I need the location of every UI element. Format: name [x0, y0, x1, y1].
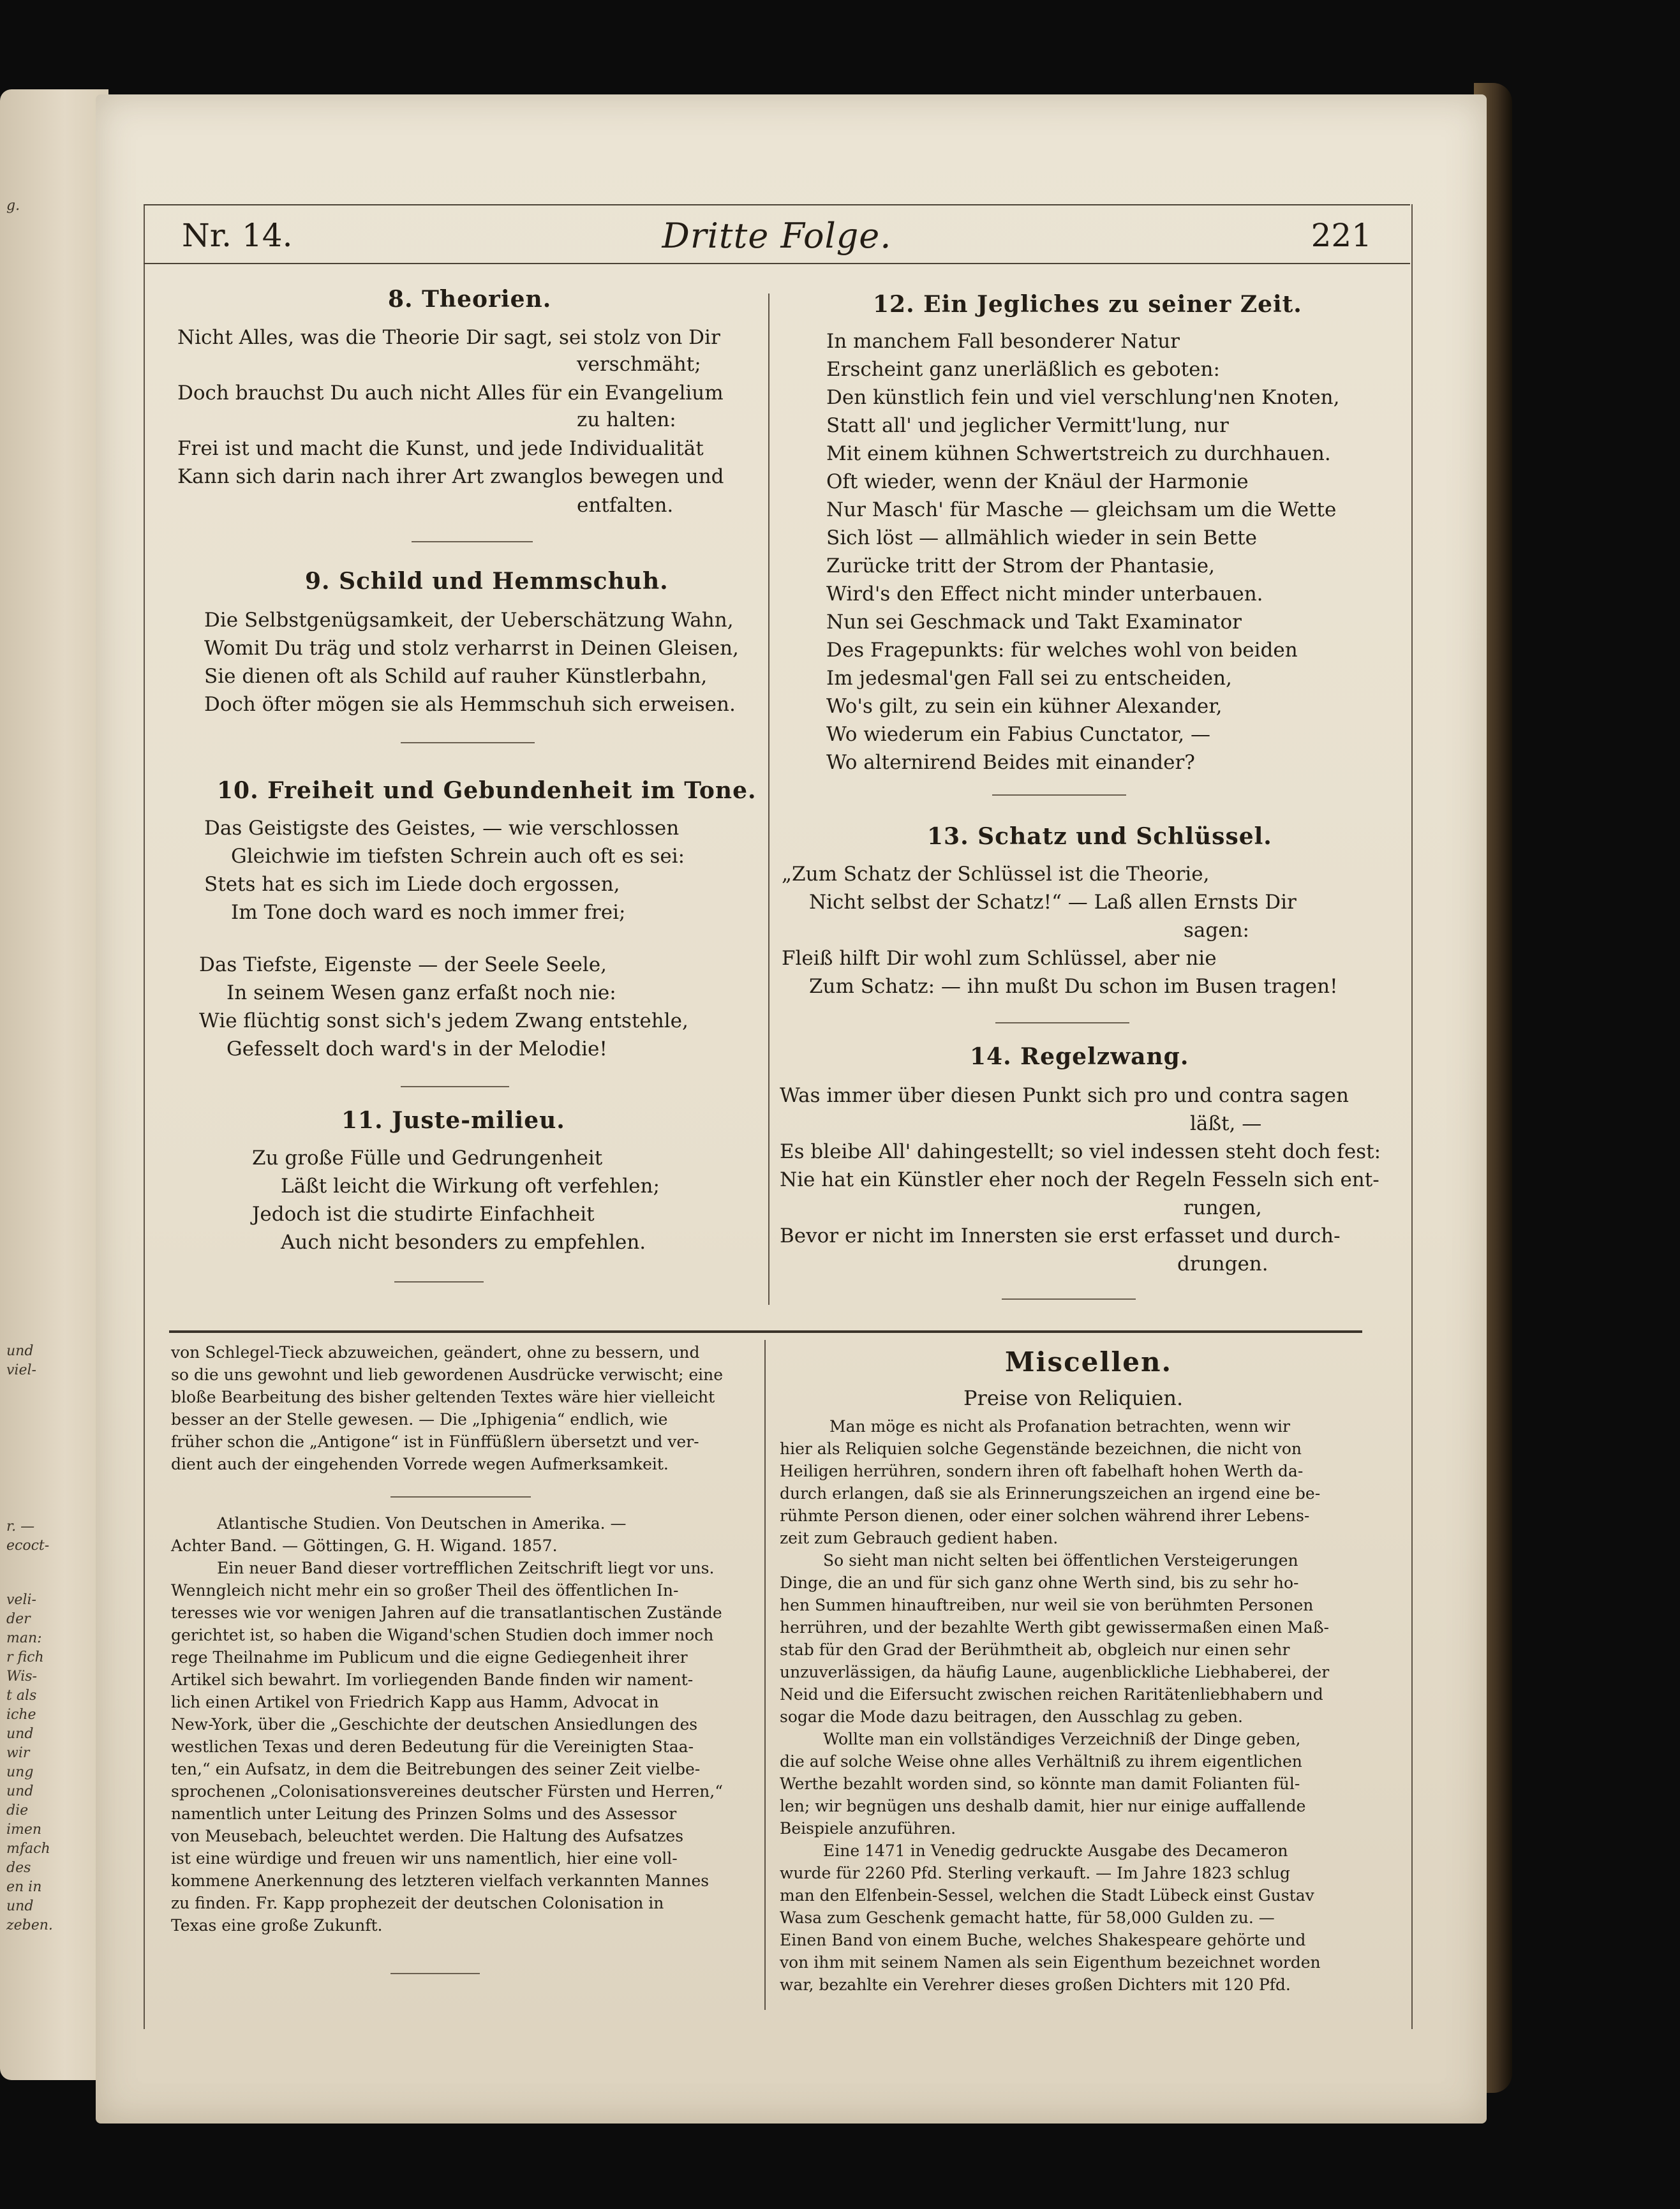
ornament-rule	[1002, 1298, 1136, 1300]
poem-line: Stets hat es sich im Liede doch ergossen,	[204, 873, 620, 896]
poem-title: 13. Schatz und Schlüssel.	[927, 823, 1272, 850]
poem-line: Gefesselt doch ward's in der Melodie!	[227, 1038, 607, 1060]
prose-line: von Schlegel-Tieck abzuweichen, geändert, ohne zu bessern, und	[171, 1343, 700, 1362]
poem-line: Sich löst — allmählich wieder in sein Bette	[826, 526, 1257, 549]
prose-line: Werthe bezahlt worden sind, so könnte man damit Folianten fül-	[780, 1774, 1300, 1793]
poem-line: Es bleibe All' dahingestellt; so viel indessen steht doch fest:	[780, 1140, 1381, 1163]
poem-line: Das Geistigste des Geistes, — wie verschlossen	[204, 817, 680, 840]
prose-line: Beispiele anzuführen.	[780, 1819, 956, 1838]
ornament-rule	[412, 541, 533, 542]
prose-line: Dinge, die an und für sich ganz ohne Werth sind, bis zu sehr ho-	[780, 1573, 1299, 1592]
ornament-rule	[401, 742, 535, 743]
left-fragment: man:	[6, 1630, 42, 1646]
poem-line: Das Tiefste, Eigenste — der Seele Seele,	[199, 953, 607, 976]
prose-line: Eine 1471 in Venedig gedruckte Ausgabe des Decameron	[823, 1841, 1288, 1860]
prose-line: westlichen Texas und deren Bedeutung für die Vereinigten Staa-	[171, 1737, 694, 1756]
page-header	[144, 204, 1410, 264]
prose-line: New-York, über die „Geschichte der deutschen Ansiedlungen des	[171, 1715, 698, 1734]
left-fragment: ung	[6, 1764, 34, 1780]
left-fragment: die	[6, 1803, 29, 1819]
review-heading: Atlantische Studien. Von Deutschen in Amerika. —	[217, 1514, 627, 1533]
poem-line: läßt, —	[1190, 1112, 1262, 1135]
prose-line: sogar die Mode dazu beitragen, den Ausschlag zu geben.	[780, 1707, 1243, 1726]
prose-line: gerichtet ist, so haben die Wigand'schen Studien doch immer noch	[171, 1626, 714, 1644]
left-fragment: imen	[6, 1822, 42, 1838]
poem-line: Im Tone doch ward es noch immer frei;	[231, 901, 626, 924]
series-title: Dritte Folge.	[662, 216, 892, 256]
prose-line: hen Summen hinauftreiben, nur weil sie von berühmten Personen	[780, 1596, 1314, 1614]
prose-line: lich einen Artikel von Friedrich Kapp aus Hamm, Advocat in	[171, 1693, 659, 1711]
left-fragment: mfach	[6, 1841, 50, 1857]
poem-title: 9. Schild und Hemmschuh.	[305, 568, 669, 595]
prose-line: dient auch der eingehenden Vorrede wegen Aufmerksamkeit.	[171, 1455, 669, 1473]
poem-column-rule	[768, 294, 769, 1305]
left-fragment: Wis-	[6, 1669, 37, 1685]
left-fragment: wir	[6, 1745, 30, 1761]
poem-line: Was immer über diesen Punkt sich pro und contra sagen	[780, 1084, 1349, 1107]
poem-title: 8. Theorien.	[388, 286, 552, 313]
poem-line: Wo wiederum ein Fabius Cunctator, —	[826, 723, 1210, 746]
prose-line: Ein neuer Band dieser vortrefflichen Zeitschrift liegt vor uns.	[217, 1559, 715, 1577]
left-fragment: des	[6, 1860, 31, 1876]
poem-line: Nie hat ein Künstler eher noch der Regeln Fesseln sich ent-	[780, 1168, 1379, 1191]
poem-line: Im jedesmal'gen Fall sei zu entscheiden,	[826, 667, 1232, 690]
prose-line: stab für den Grad der Berühmtheit ab, obgleich nur einen sehr	[780, 1640, 1290, 1659]
poem-line: Erscheint ganz unerläßlich es geboten:	[826, 358, 1220, 381]
left-fragment: r. —	[6, 1519, 35, 1535]
poem-line: Auch nicht besonders zu empfehlen.	[281, 1231, 646, 1254]
prose-line: wurde für 2260 Pfd. Sterling verkauft. — Im Jahre 1823 schlug	[780, 1864, 1290, 1882]
poem-line: Bevor er nicht im Innersten sie erst erfasset und durch-	[780, 1224, 1341, 1247]
prose-line: kommene Anerkennung des letzteren vielfach verkannten Mannes	[171, 1871, 710, 1890]
poem-line: Mit einem kühnen Schwertstreich zu durchhauen.	[826, 442, 1331, 465]
left-fragment: und	[6, 1898, 34, 1914]
poem-line: Zu große Fülle und Gedrungenheit	[252, 1147, 603, 1170]
prose-line: die auf solche Weise ohne alles Verhältniß zu ihrem eigentlichen	[780, 1752, 1302, 1771]
prose-line: durch erlangen, daß sie als Erinnerungszeichen an irgend eine be-	[780, 1484, 1321, 1503]
prose-line: namentlich unter Leitung des Prinzen Solms und des Assessor	[171, 1804, 677, 1823]
prose-line: Einen Band von einem Buche, welches Shakespeare gehörte und	[780, 1931, 1306, 1949]
left-fragment: ecoct-	[6, 1538, 50, 1554]
prose-line: zeit zum Gebrauch gedient haben.	[780, 1529, 1059, 1547]
prose-line: von ihm mit seinem Namen als sein Eigenthum bezeichnet worden	[780, 1953, 1321, 1972]
prose-line: so die uns gewohnt und lieb gewordenen Ausdrücke verwischt; eine	[171, 1365, 724, 1384]
poem-line: Fleiß hilft Dir wohl zum Schlüssel, aber nie	[782, 947, 1217, 970]
left-fragment: r fich	[6, 1649, 44, 1665]
poem-line: Des Fragepunkts: für welches wohl von beiden	[826, 639, 1298, 662]
poem-line: Nun sei Geschmack und Takt Examinator	[826, 611, 1242, 634]
prose-line: Man möge es nicht als Profanation betrachten, wenn wir	[829, 1417, 1290, 1436]
prose-line: von Meusebach, beleuchtet werden. Die Haltung des Aufsatzes	[171, 1827, 684, 1845]
poem-title: 14. Regelzwang.	[970, 1043, 1189, 1070]
left-fragment: veli-	[6, 1592, 36, 1608]
section-divider	[169, 1330, 1362, 1333]
ornament-rule	[995, 1022, 1129, 1023]
prose-line: Wollte man ein vollständiges Verzeichniß der Dinge geben,	[823, 1730, 1301, 1748]
poem-line: In seinem Wesen ganz erfaßt noch nie:	[227, 981, 616, 1004]
left-fragment: en in	[6, 1879, 42, 1895]
prose-line: len; wir begnügen uns deshalb damit, hier nur einige auffallende	[780, 1797, 1306, 1815]
prose-line: rege Theilnahme im Publicum und die eigne Gediegenheit ihrer	[171, 1648, 688, 1667]
prose-line: hier als Reliquien solche Gegenstände bezeichnen, die nicht von	[780, 1439, 1302, 1458]
prose-line: So sieht man nicht selten bei öffentlichen Versteigerungen	[823, 1551, 1298, 1570]
poem-line: Frei ist und macht die Kunst, und jede Individualität	[177, 437, 704, 460]
prose-line: unzuverlässigen, da häufig Laune, augenblickliche Liebhaberei, der	[780, 1663, 1330, 1681]
poem-title: 11. Juste-milieu.	[341, 1107, 565, 1134]
poem-line: Nur Masch' für Masche — gleichsam um die Wette	[826, 498, 1337, 521]
prose-column-rule	[764, 1340, 766, 2010]
prose-line: ten,“ ein Aufsatz, in dem die Beitrebungen des seiner Zeit vielbe-	[171, 1760, 701, 1778]
issue-number: Nr. 14.	[182, 217, 293, 254]
poem-line: Zum Schatz: — ihn mußt Du schon im Busen tragen!	[809, 975, 1338, 998]
ornament-rule	[390, 1496, 531, 1498]
poem-line: Die Selbstgenügsamkeit, der Ueberschätzung Wahn,	[204, 609, 734, 632]
poem-line: Nicht Alles, was die Theorie Dir sagt, sei stolz von Dir	[177, 326, 720, 349]
poem-line: Jedoch ist die studirte Einfachheit	[252, 1203, 595, 1226]
ornament-rule	[394, 1281, 484, 1283]
poem-line: Doch brauchst Du auch nicht Alles für ein Evangelium	[177, 382, 724, 405]
left-fragment: viel-	[6, 1362, 36, 1378]
prose-line: teresses wie vor wenigen Jahren auf die transatlantischen Zustände	[171, 1603, 722, 1622]
prose-line: Texas eine große Zukunft.	[171, 1916, 383, 1935]
poem-line: Läßt leicht die Wirkung oft verfehlen;	[281, 1175, 660, 1198]
left-fragment: zeben.	[6, 1917, 53, 1933]
page-number: 221	[1311, 217, 1372, 254]
poem-line: Oft wieder, wenn der Knäul der Harmonie	[826, 470, 1249, 493]
prose-line: herrühren, und der bezahlte Werth gibt gewissermaßen einen Maß-	[780, 1618, 1329, 1637]
left-fragment: und	[6, 1783, 34, 1799]
prose-line: bloße Bearbeitung des bisher geltenden Textes wäre hier vielleicht	[171, 1388, 715, 1406]
poem-line: Doch öfter mögen sie als Hemmschuh sich erweisen.	[204, 693, 736, 716]
left-fragment: g.	[6, 198, 20, 214]
left-fragment: und	[6, 1726, 34, 1742]
poem-line: rungen,	[1184, 1196, 1262, 1219]
poem-line: In manchem Fall besonderer Natur	[826, 330, 1180, 353]
poem-line: zu halten:	[577, 408, 676, 431]
left-fragment: iche	[6, 1707, 36, 1723]
poem-line: Wo alternirend Beides mit einander?	[826, 751, 1195, 774]
poem-line: verschmäht;	[577, 353, 701, 376]
prose-line: Wasa zum Geschenk gemacht hatte, für 58,000 Gulden zu. —	[780, 1908, 1275, 1927]
prose-line: Wenngleich nicht mehr ein so großer Theil des öffentlichen In-	[171, 1581, 679, 1600]
poem-line: Kann sich darin nach ihrer Art zwanglos bewegen und	[177, 465, 724, 488]
prose-line: man den Elfenbein-Sessel, welchen die Stadt Lübeck einst Gustav	[780, 1886, 1314, 1905]
poem-line: Wird's den Effect nicht minder unterbauen.	[826, 583, 1263, 606]
ornament-rule	[390, 1973, 480, 1974]
poem-title: 10. Freiheit und Gebundenheit im Tone.	[217, 777, 757, 804]
poem-line: Nicht selbst der Schatz!“ — Laß allen Ernsts Dir	[809, 891, 1297, 914]
prose-line: zu finden. Fr. Kapp prophezeit der deutschen Colonisation in	[171, 1894, 664, 1912]
poem-line: Wie flüchtig sonst sich's jedem Zwang entstehle,	[199, 1009, 688, 1032]
prose-line: Heiligen herrühren, sondern ihren oft fabelhaft hohen Werth da-	[780, 1462, 1304, 1480]
poem-line: „Zum Schatz der Schlüssel ist die Theorie,	[782, 863, 1210, 886]
left-fragment: der	[6, 1611, 31, 1627]
review-heading: Achter Band. — Göttingen, G. H. Wigand. 1857.	[171, 1536, 558, 1555]
poem-line: Gleichwie im tiefsten Schrein auch oft es sei:	[231, 845, 685, 868]
prose-line: ist eine würdige und freuen wir uns namentlich, hier eine voll-	[171, 1849, 678, 1868]
ornament-rule	[992, 794, 1126, 796]
left-fragment: t als	[6, 1688, 37, 1704]
poem-title: 12. Ein Jegliches zu seiner Zeit.	[873, 291, 1302, 318]
poem-line: sagen:	[1184, 919, 1249, 942]
prose-line: Neid und die Eifersucht zwischen reichen Raritätenliebhabern und	[780, 1685, 1323, 1704]
misc-title: Miscellen.	[1005, 1346, 1173, 1378]
poem-line: drungen.	[1177, 1253, 1268, 1276]
left-page-edge	[0, 89, 108, 2080]
poem-line: Den künstlich fein und viel verschlung'nen Knoten,	[826, 386, 1340, 409]
poem-line: Zurücke tritt der Strom der Phantasie,	[826, 554, 1215, 577]
misc-subtitle: Preise von Reliquien.	[963, 1386, 1184, 1410]
poem-line: Wo's gilt, zu sein ein kühner Alexander,	[826, 695, 1223, 718]
prose-line: sprochenen „Colonisationsvereines deutscher Fürsten und Herren,“	[171, 1782, 724, 1801]
prose-line: besser an der Stelle gewesen. — Die „Iphigenia“ endlich, wie	[171, 1410, 668, 1429]
ornament-rule	[401, 1086, 509, 1087]
prose-line: rühmte Person dienen, oder einer solchen während ihrer Lebens-	[780, 1506, 1310, 1525]
prose-line: früher schon die „Antigone“ ist in Fünffüßlern übersetzt und ver-	[171, 1432, 699, 1451]
poem-line: Statt all' und jeglicher Vermitt'lung, nur	[826, 414, 1229, 437]
poem-line: Womit Du träg und stolz verharrst in Deinen Gleisen,	[204, 637, 739, 660]
left-fragment: und	[6, 1343, 34, 1359]
prose-line: war, bezahlte ein Verehrer dieses großen Dichters mit 120 Pfd.	[780, 1975, 1291, 1994]
prose-line: Artikel sich bewahrt. Im vorliegenden Bande finden wir nament-	[171, 1670, 694, 1689]
poem-line: Sie dienen oft als Schild auf rauher Künstlerbahn,	[204, 665, 708, 688]
poem-line: entfalten.	[577, 494, 674, 517]
